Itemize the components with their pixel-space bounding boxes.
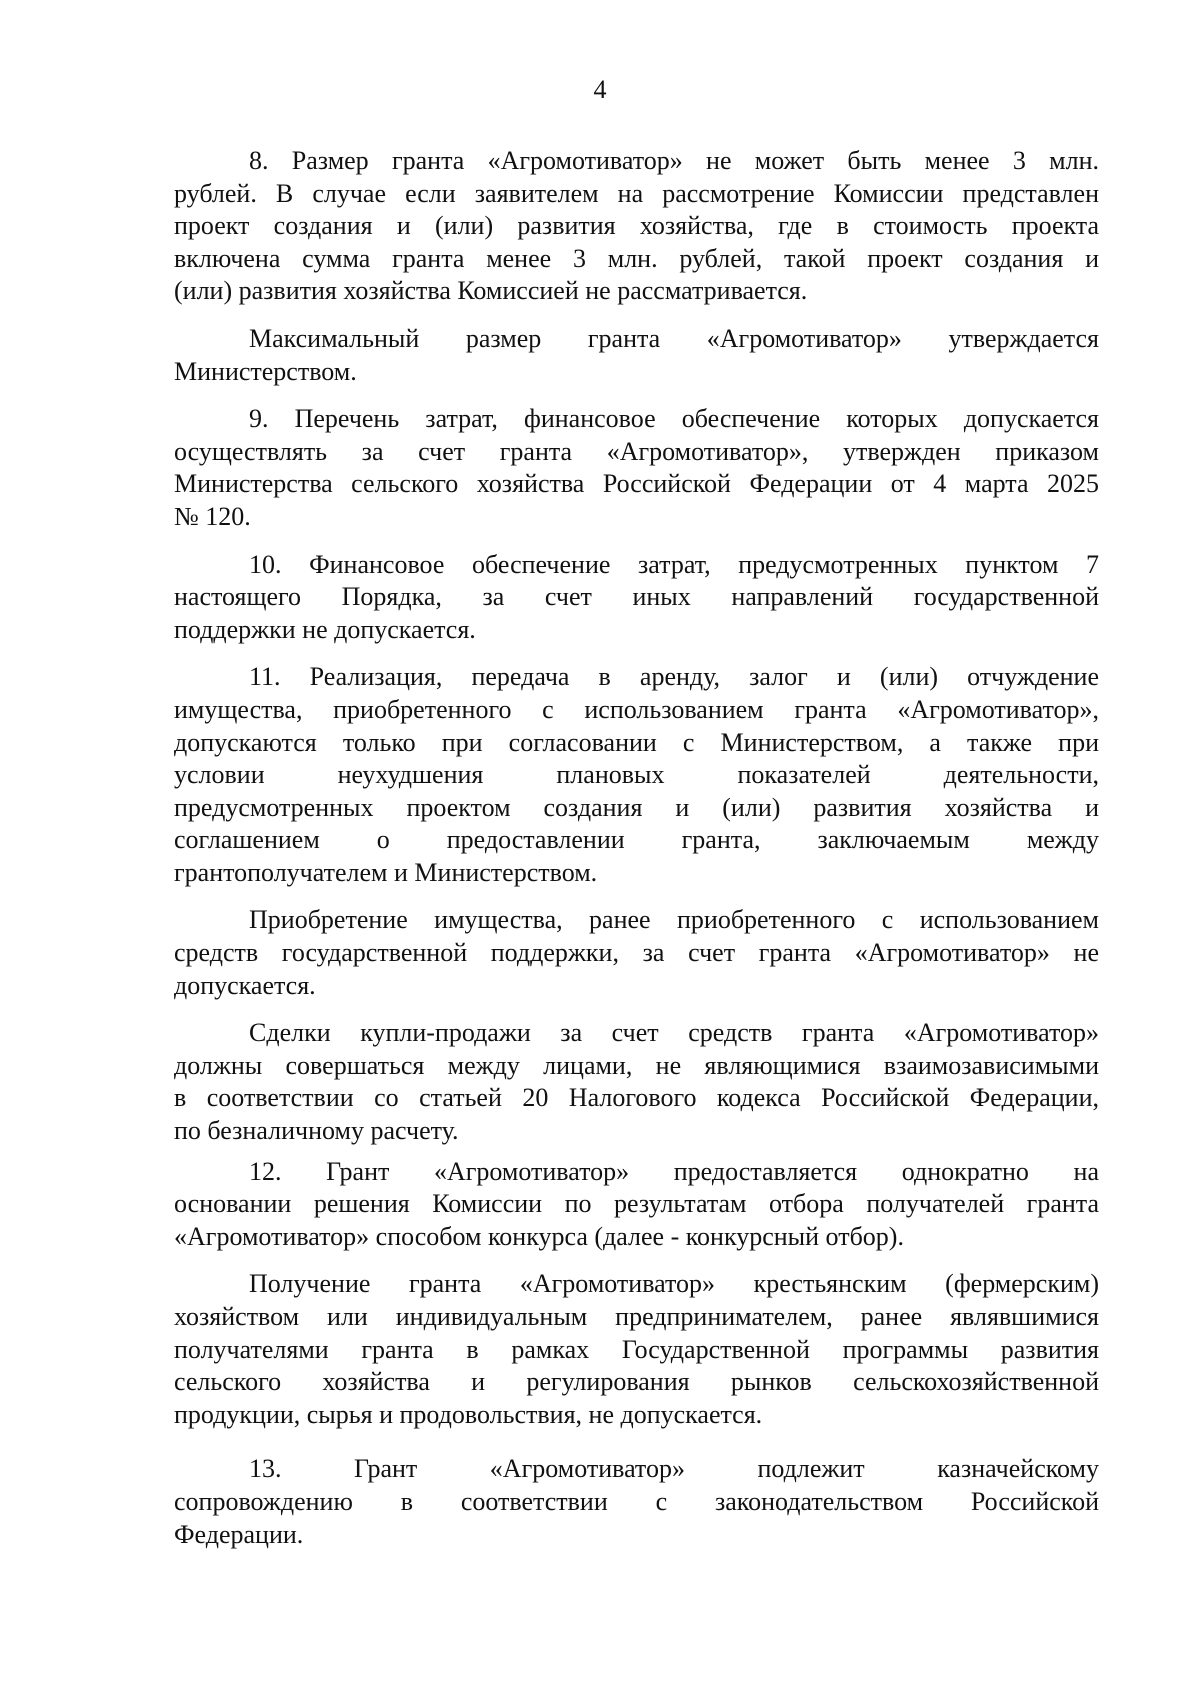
text-line: поддержки не допускается. [174,614,476,644]
paragraph-13 [174,1453,1099,1551]
text-line: 13. Грант «Агромотиватор» подлежит казначейскому [249,1454,1099,1484]
text-line: 9. Перечень затрат, финансовое обеспечение которых допускается [249,404,1099,434]
text-line: осуществлять за счет гранта «Агромотиватор», утвержден приказом [174,436,1099,466]
text-line: настоящего Порядка, за счет иных направлений государственной [174,582,1099,612]
text-line: Максимальный размер гранта «Агромотиватор» утверждается [249,323,1099,353]
text-line: должны совершаться между лицами, не являющимися взаимозависимыми [174,1050,1099,1080]
text-line: 8. Размер гранта «Агромотиватор» не может быть менее 3 млн. [249,146,1099,175]
paragraph-8-max-size [174,323,1099,388]
text-line: допускается. [174,970,316,1000]
text-line: хозяйством или индивидуальным предпринимателем, ранее являвшимися [174,1302,1099,1331]
text-line: в соответствии со статьей 20 Налогового кодекса Российской Федерации, [174,1083,1099,1113]
text-line: 11. Реализация, передача в аренду, залог и (или) отчуждение [249,662,1099,692]
text-line: сопровождению в соответствии с законодательством Российской [174,1486,1099,1516]
text-line: грантополучателем и Министерством. [174,857,598,887]
document-body [174,145,1099,1551]
text-line: получателями гранта в рамках Государственной программы развития [174,1334,1099,1364]
text-line: Федерации. [174,1519,304,1549]
paragraph-12-repeat-grant [174,1268,1099,1431]
text-line: Сделки купли-продажи за счет средств гранта «Агромотиватор» [249,1018,1099,1048]
paragraph-11-transactions [174,1017,1099,1147]
text-line: рублей. В случае если заявителем на рассмотрение Комиссии представлен [174,178,1099,208]
text-line: сельского хозяйства и регулирования рынков сельскохозяйственной [174,1367,1099,1397]
text-line: Министерством. [174,356,357,386]
paragraph-11-acquisition [174,904,1099,1002]
paragraph-8 [174,145,1099,308]
text-line: условии неухудшения плановых показателей деятельности, [174,760,1099,790]
paragraph-11 [174,661,1099,889]
text-line: включена сумма гранта менее 3 млн. рублей, такой проект создания и [174,243,1099,273]
text-line: проект создания и (или) развития хозяйства, где в стоимость проекта [174,211,1099,241]
text-line: (или) развития хозяйства Комиссией не рассматривается. [174,276,808,306]
text-line: по безналичному расчету. [174,1116,459,1146]
text-line: имущества, приобретенного с использованием гранта «Агромотиватор», [174,694,1099,724]
text-line: Министерства сельского хозяйства Российской Федерации от 4 марта 2025 [174,469,1099,499]
text-line: Получение гранта «Агромотиватор» крестьянским (фермерским) [249,1269,1099,1299]
paragraph-10 [174,549,1099,647]
text-line: допускаются только при согласовании с Министерством, а также при [174,727,1099,757]
text-line: продукции, сырья и продовольствия, не допускается. [174,1399,763,1429]
text-line: 12. Грант «Агромотиватор» предоставляется однократно на [249,1156,1099,1186]
page-number: 4 [593,75,607,104]
text-line: предусмотренных проектом создания и (или) развития хозяйства и [174,792,1099,822]
text-line: соглашением о предоставлении гранта, заключаемым между [174,825,1099,855]
paragraph-12 [174,1156,1099,1254]
text-line: средств государственной поддержки, за счет гранта «Агромотиватор» не [174,938,1099,968]
paragraph-9 [174,403,1099,533]
text-line: 10. Финансовое обеспечение затрат, предусмотренных пунктом 7 [249,549,1099,579]
text-line: Приобретение имущества, ранее приобретенного с использованием [249,905,1099,935]
text-line: основании решения Комиссии по результатам отбора получателей гранта [174,1189,1099,1219]
text-line: № 120. [174,501,251,531]
text-line: «Агромотиватор» способом конкурса (далее - конкурсный отбор). [174,1221,904,1251]
